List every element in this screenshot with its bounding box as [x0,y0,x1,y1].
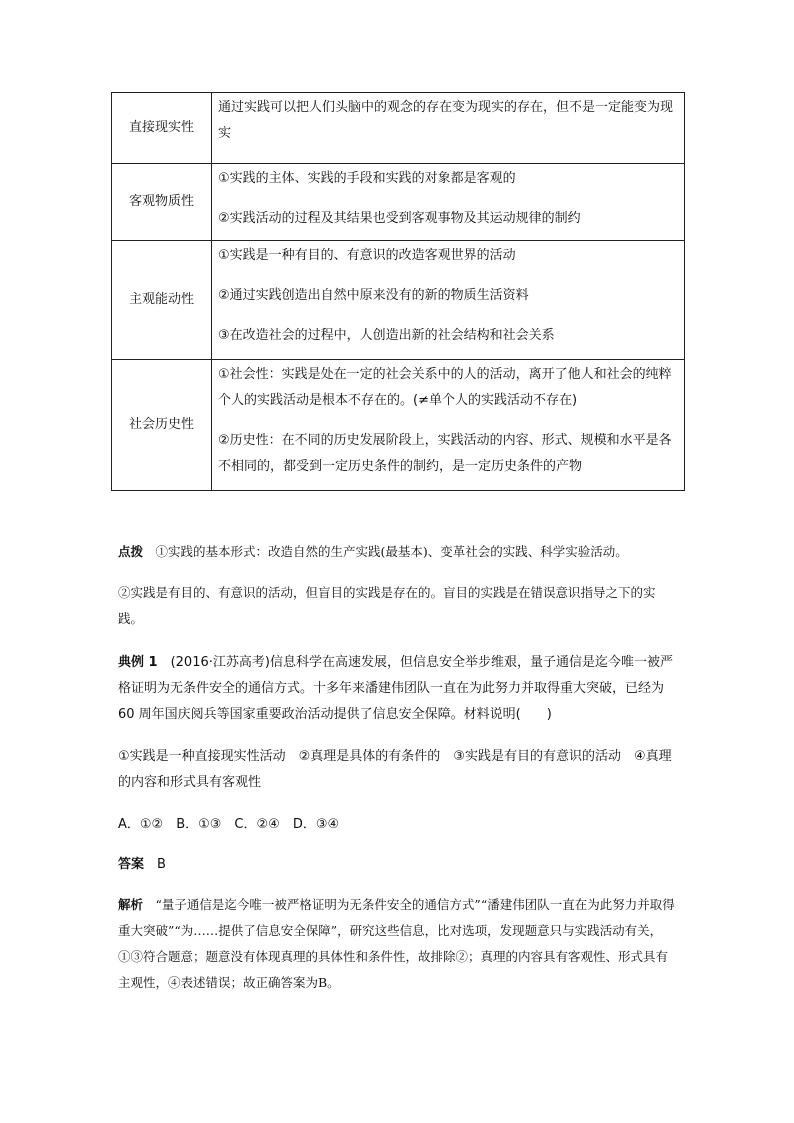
statements-text: ①实践是一种直接现实性活动 ②真理是具体的有条件的 ③实践是有目的有意识的活动 ④真理的内容和形式具有客观性 [118,749,672,790]
example-options [118,812,680,838]
tip-label: 点拨 [118,544,144,559]
answer-label: 答案 [118,857,145,872]
answer-line [118,852,680,878]
row-term: 社会历史性 [112,360,212,491]
row-item: ②历史性：在不同的历史发展阶段上，实践活动的内容、形式、规模和水平是各不相同的，都受到一定历史条件的制约，是一定历史条件的产物 [218,433,672,474]
tip-line-2 [118,580,680,632]
row-term: 主观能动性 [112,241,212,360]
analysis-text: “量子通信是迄今唯一被严格证明为无条件安全的通信方式”“潘建伟团队一直在为此努力并取得重大突破”“为……提供了信息安全保障”，研究这些信息，比对选项，发现题意只与实践活动有关，①③符合题意；题意没有体现真理的具体性和条件性，故排除②；真理的内容具有客观性、形式具有主观性，④表述错误；故正确答案为B。 [118,897,675,990]
tip-text-1: ①实践的基本形式：改造自然的生产实践(最基本)、变革社会的实践、科学实验活动。 [155,544,628,559]
table-row [112,164,685,241]
analysis-label: 解析 [118,897,144,912]
table-row [112,241,685,360]
row-description [212,360,685,491]
row-description [212,164,685,241]
row-description [212,93,685,164]
row-item: ①实践的主体、实践的手段和实践的对象都是客观的 [218,171,516,186]
table-row [112,360,685,491]
tip-line-1 [118,539,680,565]
practice-characteristics-table [111,92,685,491]
row-term: 客观物质性 [112,164,212,241]
row-item: 通过实践可以把人们头脑中的观念的存在变为现实的存在，但不是一定能变为现实 [218,100,674,141]
row-item: ②实践活动的过程及其结果也受到客观事物及其运动规律的制约 [218,211,581,226]
tip-text-2: ②实践是有目的、有意识的活动，但盲目的实践是存在的。盲目的实践是在错误意识指导之下的实践。 [118,585,656,626]
row-term: 直接现实性 [112,93,212,164]
example-block [118,650,680,728]
row-item: ①社会性：实践是处在一定的社会关系中的人的活动，离开了他人和社会的纯粹个人的实践活动是根本不存在的。(≠单个人的实践活动不存在) [218,367,672,408]
answer-value: B [157,857,166,872]
table-row [112,93,685,164]
example-text: (2016·江苏高考)信息科学在高速发展，但信息安全举步维艰，量子通信是迄今唯一被严格证明为无条件安全的通信方式。十多年来潘建伟团队一直在为此努力并取得重大突破，已经为 60 周年国庆阅兵等国家重要政治活动提供了信息安全保障。材料说明( ) [118,655,673,722]
example-label: 典例 1 [118,655,158,670]
row-description [212,241,685,360]
analysis-block [118,892,680,996]
row-item: ①实践是一种有目的、有意识的改造客观世界的活动 [218,248,516,263]
row-item: ③在改造社会的过程中，人创造出新的社会结构和社会关系 [218,328,555,343]
row-item: ②通过实践创造出自然中原来没有的新的物质生活资料 [218,288,529,303]
example-statements [118,744,680,796]
options-text: A．①② B．①③ C．②④ D．③④ [118,817,340,832]
